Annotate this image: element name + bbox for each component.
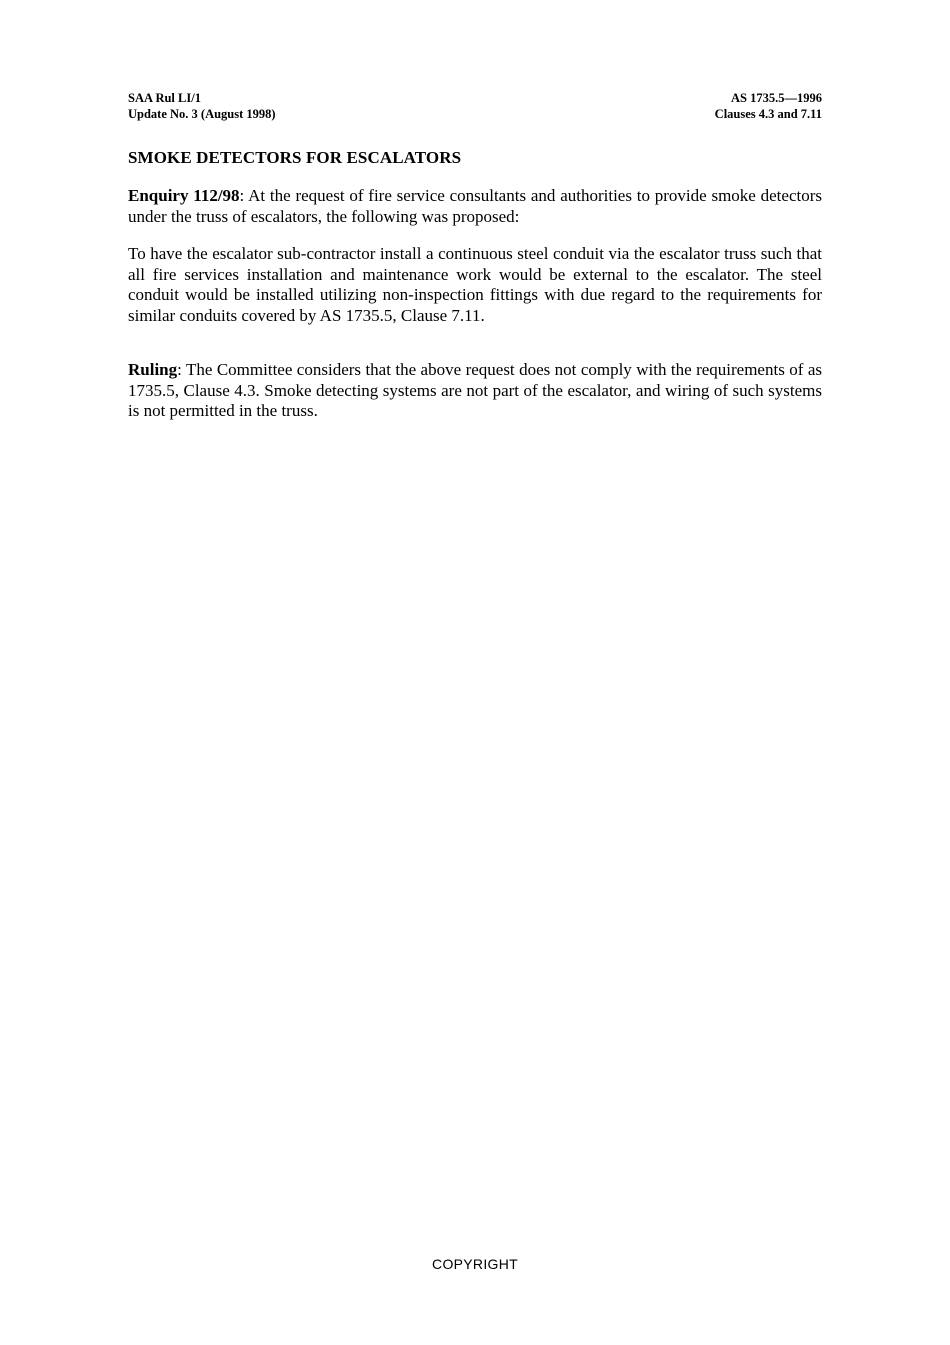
- ruling-label: Ruling: [128, 360, 178, 379]
- enquiry-paragraph: [128, 186, 822, 227]
- page-footer: COPYRIGHT: [432, 1256, 518, 1272]
- header-clause-reference: Clauses 4.3 and 7.11: [714, 107, 822, 121]
- proposal-paragraph: To have the escalator sub-contractor install a continuous steel conduit via the escalator truss such that all fire services installation and maintenance work would be external to the escalator. The steel conduit would be installed utilizing non-inspection fittings with due regard to the requirements for similar conduits covered by AS 1735.5, Clause 7.11.: [128, 244, 822, 325]
- header-document-code: SAA Rul LI/1: [128, 91, 201, 105]
- header-row-2: [128, 106, 822, 122]
- header-update-info: Update No. 3 (August 1998): [128, 107, 276, 121]
- ruling-text: : The Committee considers that the above request does not comply with the requirements of as 1735.5, Clause 4.3. Smoke detecting systems are not part of the escalator, and wiring of such systems is not permitted in the truss.: [128, 360, 822, 420]
- page-header: [128, 90, 822, 122]
- enquiry-text: : At the request of fire service consultants and authorities to provide smoke detectors under the truss of escalators, the following was proposed:: [128, 186, 822, 226]
- document-content: [128, 90, 822, 439]
- header-row-1: [128, 90, 822, 106]
- enquiry-label: Enquiry 112/98: [128, 186, 240, 205]
- page-title: SMOKE DETECTORS FOR ESCALATORS: [128, 148, 462, 167]
- ruling-paragraph: [128, 360, 822, 422]
- header-standard-number: AS 1735.5—1996: [731, 91, 822, 105]
